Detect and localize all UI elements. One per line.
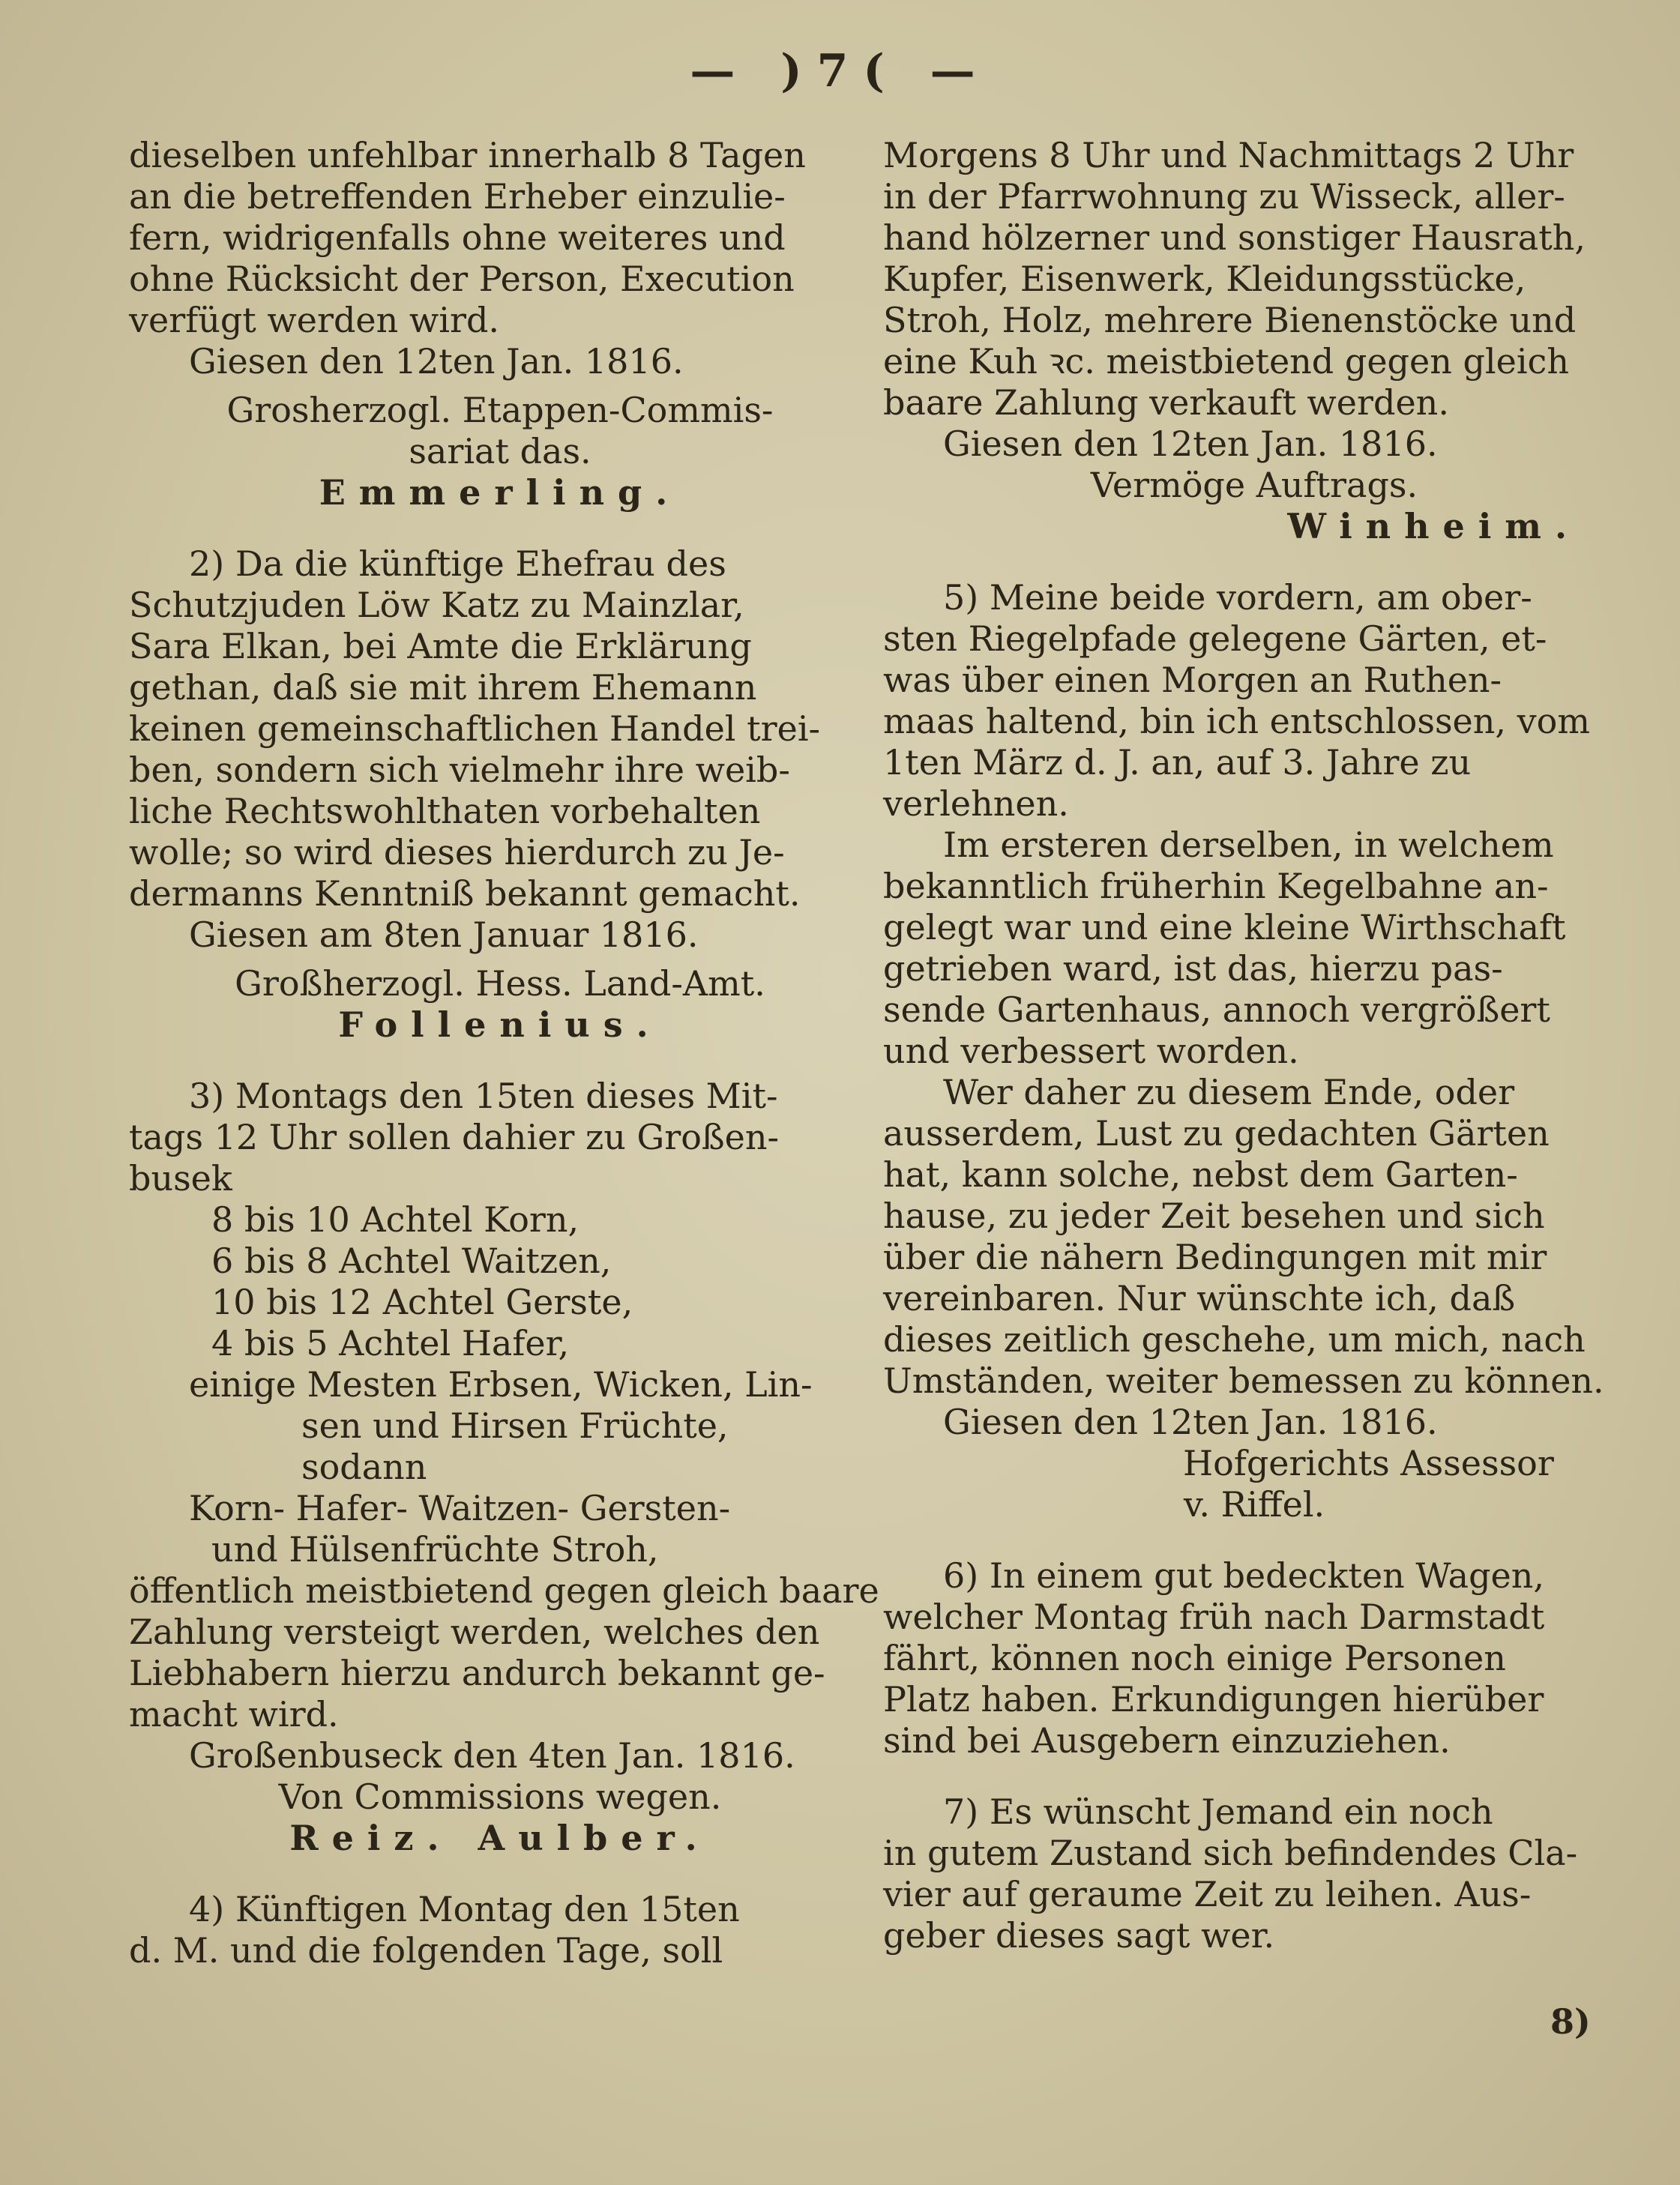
text-line: geber dieses sagt wer.: [883, 1915, 1275, 1956]
list-item: 6 bis 8 Achtel Waitzen,: [211, 1241, 612, 1281]
text-line: Schutzjuden Löw Katz zu Mainzlar,: [129, 585, 744, 625]
list-item: einige Mesten Erbsen, Wicken, Lin-: [189, 1364, 813, 1405]
notice-name: Winheim.: [1287, 506, 1580, 546]
notice-signature: Grosherzogl. Etappen-Commis-: [226, 390, 774, 430]
text-line: vereinbaren. Nur wünschte ich, daß: [883, 1278, 1516, 1318]
notice-signature: Hofgerichts Assessor: [1183, 1443, 1554, 1483]
list-item: Korn- Hafer- Waitzen- Gersten-: [189, 1488, 731, 1528]
text-line: d. M. und die folgenden Tage, soll: [129, 1930, 723, 1971]
text-line: dieses zeitlich geschehe, um mich, nach: [883, 1319, 1586, 1360]
text-line: ohne Rücksicht der Person, Execution: [129, 259, 795, 299]
text-line: wolle; so wird dieses hierdurch zu Je-: [129, 832, 785, 873]
notice-signature: Vermöge Auftrags.: [1090, 465, 1418, 505]
text-line: busek: [129, 1158, 232, 1199]
text-line: welcher Montag früh nach Darmstadt: [883, 1597, 1545, 1637]
text-line: Sara Elkan, bei Amte die Erklärung: [129, 626, 752, 666]
text-line: ausserdem, Lust zu gedachten Gärten: [883, 1113, 1550, 1154]
text-line: getrieben ward, ist das, hierzu pas-: [883, 948, 1503, 989]
notice-date: Giesen den 12ten Jan. 1816.: [189, 341, 684, 382]
notice-date: Giesen den 12ten Jan. 1816.: [943, 424, 1438, 464]
text-line: bekanntlich früherhin Kegelbahne an-: [883, 866, 1549, 906]
text-line: 6) In einem gut bedeckten Wagen,: [943, 1555, 1545, 1596]
notice-signature: Von Commissions wegen.: [278, 1776, 722, 1817]
text-line: 2) Da die künftige Ehefrau des: [189, 543, 726, 584]
text-line: 3) Montags den 15ten dieses Mit-: [189, 1076, 778, 1116]
list-item: 8 bis 10 Achtel Korn,: [211, 1199, 579, 1240]
text-line: fährt, können noch einige Personen: [883, 1638, 1506, 1678]
notice-date: Giesen am 8ten Januar 1816.: [189, 914, 699, 955]
text-line: sende Gartenhaus, annoch vergrößert: [883, 989, 1550, 1030]
text-line: keinen gemeinschaftlichen Handel trei-: [129, 708, 821, 749]
text-line: tags 12 Uhr sollen dahier zu Großen-: [129, 1117, 780, 1157]
text-line: was über einen Morgen an Ruthen-: [883, 660, 1502, 700]
text-line: ben, sondern sich vielmehr ihre weib-: [129, 750, 790, 790]
text-line: Stroh, Holz, mehrere Bienenstöcke und: [883, 300, 1577, 340]
text-line: macht wird.: [129, 1694, 339, 1735]
text-line: liche Rechtswohlthaten vorbehalten: [129, 791, 761, 831]
notice-signature: Großherzogl. Hess. Land-Amt.: [235, 963, 765, 1004]
text-line: Wer daher zu diesem Ende, oder: [943, 1072, 1515, 1112]
notice-date: Giesen den 12ten Jan. 1816.: [943, 1402, 1438, 1442]
text-line: baare Zahlung verkauft werden.: [883, 382, 1449, 423]
list-item: sodann: [301, 1447, 427, 1487]
text-line: Liebhabern hierzu andurch bekannt ge-: [129, 1653, 825, 1693]
notice-name: Follenius.: [338, 1004, 662, 1045]
list-item: 10 bis 12 Achtel Gerste,: [211, 1282, 633, 1322]
left-column: [129, 135, 879, 1971]
text-line: Umständen, weiter bemessen zu können.: [883, 1360, 1604, 1401]
text-line: 4) Künftigen Montag den 15ten: [189, 1889, 740, 1929]
text-line: eine Kuh ꝛc. meistbietend gegen gleich: [883, 341, 1569, 382]
text-line: maas haltend, bin ich entschlossen, vom: [883, 701, 1590, 741]
text-line: dermanns Kenntniß bekannt gemacht.: [129, 873, 801, 914]
text-line: über die nähern Bedingungen mit mir: [883, 1237, 1547, 1277]
text-line: dieselben unfehlbar innerhalb 8 Tagen: [129, 135, 806, 175]
text-line: gelegt war und eine kleine Wirthschaft: [883, 907, 1566, 947]
text-line: fern, widrigenfalls ohne weiteres und: [129, 217, 786, 258]
list-item: und Hülsenfrüchte Stroh,: [211, 1529, 659, 1570]
text-line: 1ten März d. J. an, auf 3. Jahre zu: [883, 742, 1472, 783]
text-line: an die betreffenden Erheber einzulie-: [129, 176, 786, 217]
notice-date: Großenbuseck den 4ten Jan. 1816.: [189, 1735, 795, 1776]
catchword: 8): [1550, 2001, 1591, 2042]
notice-signature: sariat das.: [409, 431, 591, 471]
text-line: in der Pfarrwohnung zu Wisseck, aller-: [883, 176, 1565, 217]
text-line: öffentlich meistbietend gegen gleich baare: [129, 1570, 879, 1611]
text-line: hause, zu jeder Zeit besehen und sich: [883, 1196, 1545, 1236]
text-line: verlehnen.: [883, 783, 1069, 824]
notice-name: Emmerling.: [319, 472, 681, 513]
notice-name: v. Riffel.: [1183, 1484, 1325, 1525]
list-item: sen und Hirsen Früchte,: [301, 1405, 729, 1446]
text-line: Zahlung versteigt werden, welches den: [129, 1612, 820, 1652]
text-line: in gutem Zustand sich befindendes Cla-: [883, 1833, 1578, 1873]
page-number-header: — )7( —: [690, 45, 990, 97]
text-line: Kupfer, Eisenwerk, Kleidungsstücke,: [883, 259, 1526, 299]
text-line: hat, kann solche, nebst dem Garten-: [883, 1154, 1518, 1195]
text-line: Morgens 8 Uhr und Nachmittags 2 Uhr: [883, 135, 1574, 175]
text-line: sind bei Ausgebern einzuziehen.: [883, 1720, 1451, 1761]
right-column: [883, 135, 1625, 1956]
text-line: gethan, daß sie mit ihrem Ehemann: [129, 667, 757, 708]
text-line: verfügt werden wird.: [129, 300, 500, 340]
text-line: 7) Es wünscht Jemand ein noch: [943, 1791, 1493, 1832]
notice-name: Reiz. Aulber.: [289, 1818, 711, 1858]
text-line: Platz haben. Erkundigungen hierüber: [883, 1679, 1544, 1720]
text-line: hand hölzerner und sonstiger Hausrath,: [883, 217, 1586, 258]
text-line: Im ersteren derselben, in welchem: [943, 825, 1554, 865]
text-line: und verbessert worden.: [883, 1031, 1299, 1071]
text-line: vier auf geraume Zeit zu leihen. Aus-: [883, 1874, 1532, 1914]
list-item: 4 bis 5 Achtel Hafer,: [211, 1323, 570, 1363]
text-line: 5) Meine beide vordern, am ober-: [943, 577, 1532, 618]
text-line: sten Riegelpfade gelegene Gärten, et-: [883, 618, 1547, 659]
